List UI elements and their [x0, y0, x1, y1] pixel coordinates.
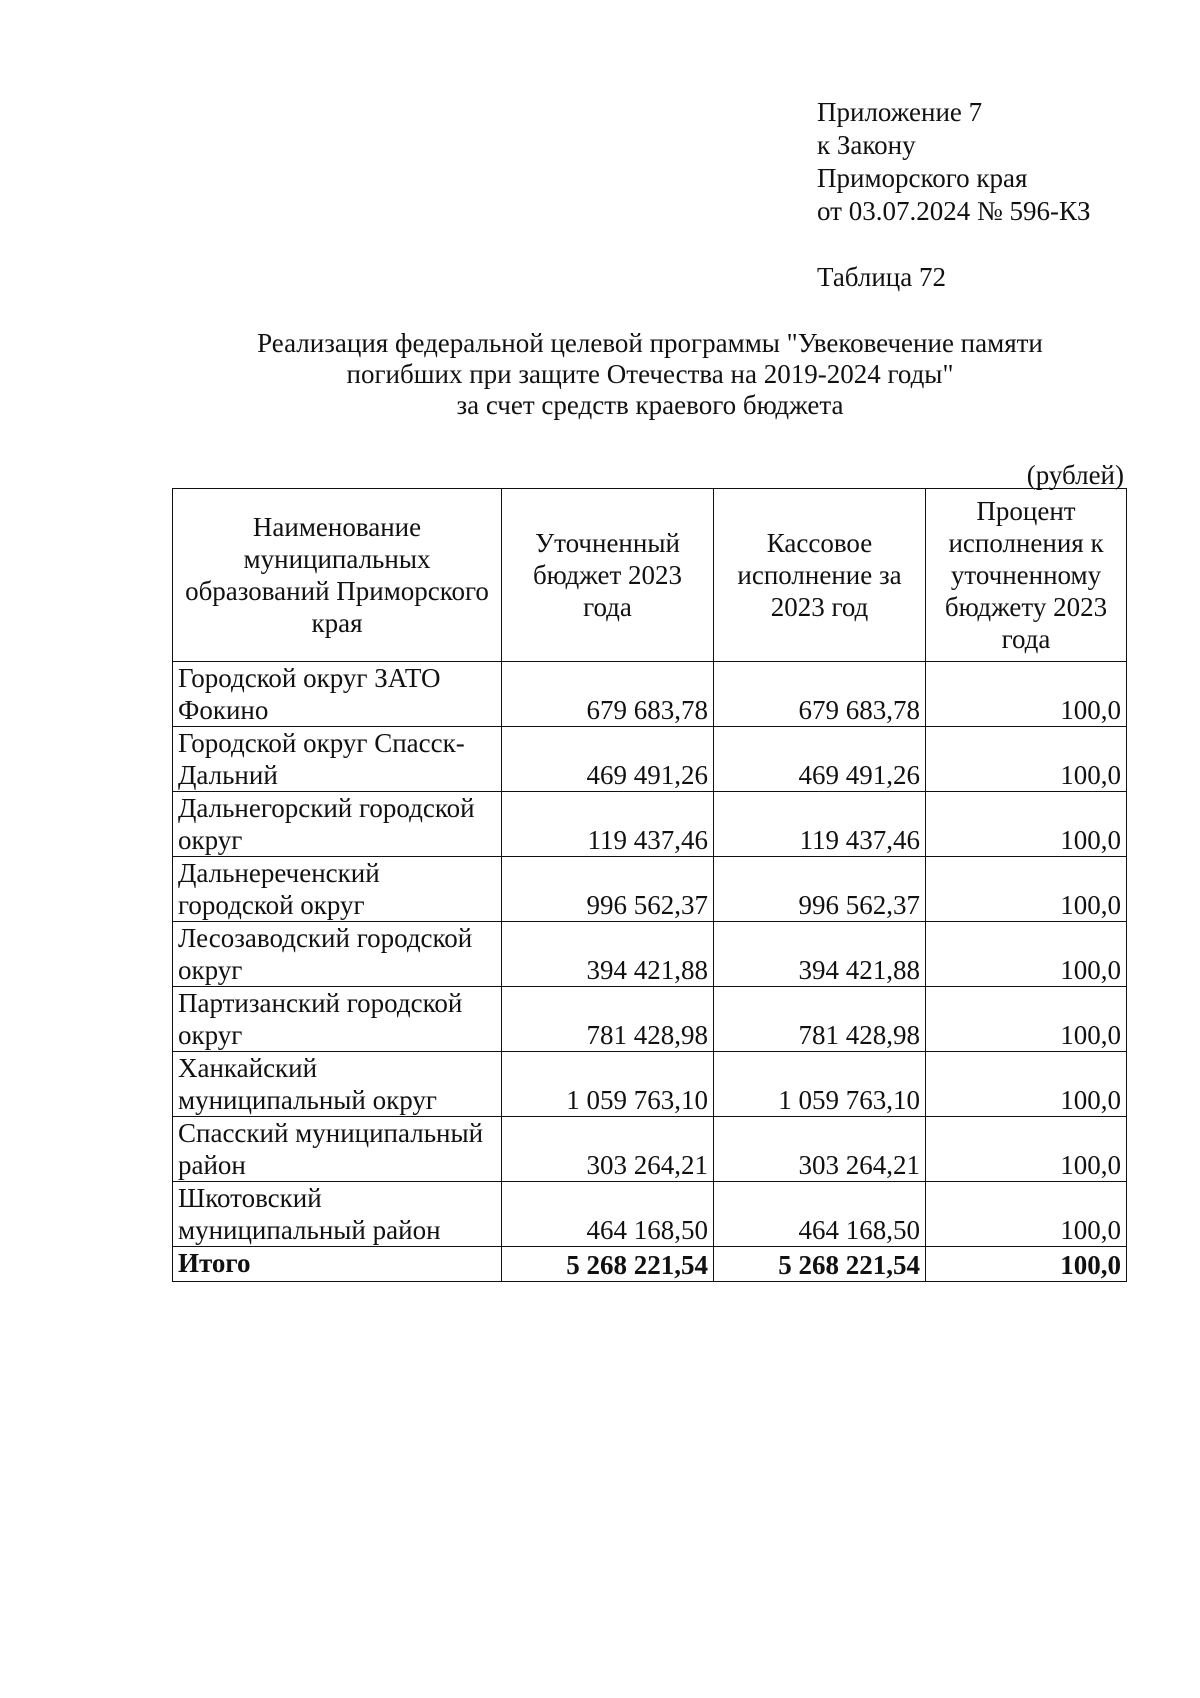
- row-name: Городской округ Спасск-Дальний: [173, 727, 502, 792]
- row-percent: 100,0: [926, 792, 1127, 857]
- header-budget: Уточненный бюджет 2023 года: [502, 489, 714, 662]
- row-percent: 100,0: [926, 1117, 1127, 1182]
- title-line-3: за счет средств краевого бюджета: [456, 390, 844, 420]
- row-percent: 100,0: [926, 1182, 1127, 1247]
- table-row: [173, 1117, 1127, 1182]
- row-execution: 1 059 763,10: [714, 1052, 926, 1117]
- total-label: Итого: [173, 1247, 502, 1282]
- row-budget: 303 264,21: [502, 1117, 714, 1182]
- row-name: Городской округ ЗАТО Фокино: [173, 662, 502, 727]
- row-name: Дальнегорский городской округ: [173, 792, 502, 857]
- appendix-line-4: от 03.07.2024 № 596-КЗ: [817, 196, 1091, 226]
- appendix-line-2: к Закону: [817, 130, 916, 160]
- row-name: Дальнереченский городской округ: [173, 857, 502, 922]
- table-total-row: [173, 1247, 1127, 1282]
- row-name: Лесозаводский городской округ: [173, 922, 502, 987]
- appendix-header: [817, 96, 1090, 228]
- header-percent: Процент исполнения к уточненному бюджету 2023 года: [926, 489, 1127, 662]
- row-budget: 781 428,98: [502, 987, 714, 1052]
- row-execution: 996 562,37: [714, 857, 926, 922]
- units-label: (рублей): [1026, 460, 1124, 490]
- row-budget: 1 059 763,10: [502, 1052, 714, 1117]
- row-execution: 119 437,46: [714, 792, 926, 857]
- row-percent: 100,0: [926, 922, 1127, 987]
- budget-table: [172, 488, 1127, 1282]
- row-execution: 394 421,88: [714, 922, 926, 987]
- row-budget: 469 491,26: [502, 727, 714, 792]
- row-execution: 303 264,21: [714, 1117, 926, 1182]
- row-budget: 464 168,50: [502, 1182, 714, 1247]
- row-budget: 394 421,88: [502, 922, 714, 987]
- row-name: Спасский муниципальный район: [173, 1117, 502, 1182]
- title-line-1: Реализация федеральной целевой программы "Увековечение памяти: [257, 328, 1043, 358]
- row-name: Ханкайский муниципальный округ: [173, 1052, 502, 1117]
- table-header-row: [173, 489, 1127, 662]
- header-execution: Кассовое исполнение за 2023 год: [714, 489, 926, 662]
- row-execution: 464 168,50: [714, 1182, 926, 1247]
- appendix-line-3: Приморского края: [817, 163, 1028, 193]
- document-title: [150, 328, 1150, 421]
- row-percent: 100,0: [926, 1052, 1127, 1117]
- row-budget: 119 437,46: [502, 792, 714, 857]
- row-percent: 100,0: [926, 857, 1127, 922]
- row-execution: 781 428,98: [714, 987, 926, 1052]
- table-row: [173, 1052, 1127, 1117]
- row-name: Партизанский городской округ: [173, 987, 502, 1052]
- row-percent: 100,0: [926, 987, 1127, 1052]
- table-row: [173, 727, 1127, 792]
- total-execution: 5 268 221,54: [714, 1247, 926, 1282]
- table-row: [173, 792, 1127, 857]
- table-number: Таблица 72: [817, 262, 946, 292]
- table-row: [173, 922, 1127, 987]
- row-budget: 996 562,37: [502, 857, 714, 922]
- row-name: Шкотовский муниципальный район: [173, 1182, 502, 1247]
- row-execution: 469 491,26: [714, 727, 926, 792]
- row-budget: 679 683,78: [502, 662, 714, 727]
- total-budget: 5 268 221,54: [502, 1247, 714, 1282]
- table-row: [173, 987, 1127, 1052]
- total-percent: 100,0: [926, 1247, 1127, 1282]
- title-line-2: погибших при защите Отечества на 2019-2024 годы": [346, 359, 954, 389]
- appendix-line-1: Приложение 7: [817, 97, 983, 127]
- row-percent: 100,0: [926, 662, 1127, 727]
- table-row: [173, 1182, 1127, 1247]
- row-execution: 679 683,78: [714, 662, 926, 727]
- table-row: [173, 662, 1127, 727]
- table-row: [173, 857, 1127, 922]
- header-municipality: Наименование муниципальных образований Приморского края: [173, 489, 502, 662]
- row-percent: 100,0: [926, 727, 1127, 792]
